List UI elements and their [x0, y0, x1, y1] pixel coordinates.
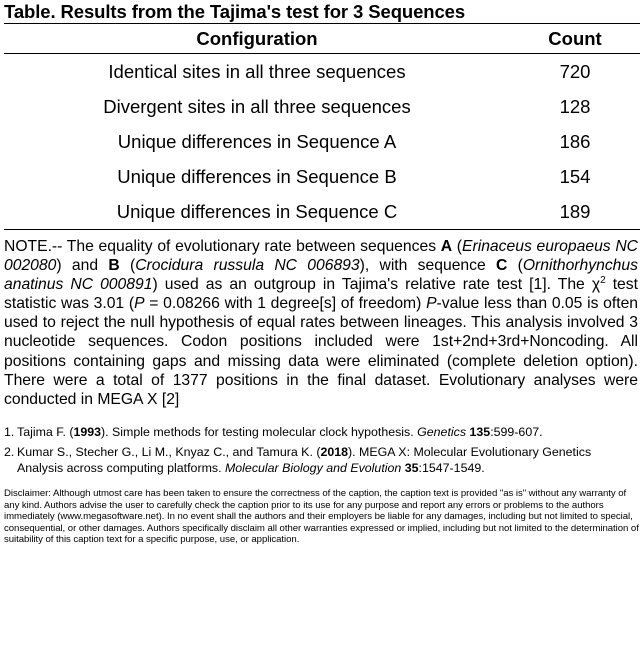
- reference-year: 1993: [73, 424, 102, 439]
- note-text: ) and: [56, 257, 109, 275]
- note-text: ), with sequence: [359, 257, 496, 275]
- sequence-a-label: A: [440, 238, 453, 255]
- sequence-c-name: Ornithorhynchus anatinus NC 000891: [4, 257, 638, 294]
- header-configuration: Configuration: [4, 24, 510, 54]
- sequence-b-label: B: [108, 257, 120, 275]
- note-text: ) used as an outgroup in Tajima's relative rate test [1]. The: [152, 276, 592, 294]
- chi-symbol: χ: [591, 276, 601, 294]
- row-count: 186: [559, 130, 591, 152]
- row-configuration: Unique differences in Sequence A: [117, 130, 397, 152]
- row-count: 128: [559, 95, 591, 117]
- reference-journal: Molecular Biology and Evolution: [224, 460, 402, 475]
- note-text: = 0.08266 with 1 degree[s] of freedom): [144, 295, 427, 313]
- sequence-b-name: Crocidura russula NC 006893: [135, 257, 360, 275]
- reference-number: 2.: [4, 445, 15, 460]
- reference-pages: :1547-1549.: [418, 460, 485, 475]
- row-configuration: Divergent sites in all three sequences: [103, 95, 411, 117]
- reference-pages: :599-607.: [490, 424, 543, 439]
- row-configuration: Unique differences in Sequence C: [116, 200, 398, 222]
- note-text: test statistic was 3.01 (: [4, 276, 638, 313]
- row-count: 189: [559, 200, 591, 222]
- table-row: [4, 124, 640, 159]
- table-header-row: [4, 24, 640, 54]
- note-prefix: NOTE.-- The equality of evolutionary rate between sequences: [4, 238, 441, 255]
- note-text: (: [119, 257, 136, 275]
- note-text: -value less than 0.05 is often used to reject the null hypothesis of equal rates between lineages. This analysis involved 3 nucleotide sequences. Codon positions included were 1st+2nd+3rd+Noncoding. All positions containing gaps and missing data were eliminated (complete deletion option). There were a total of 1377 positions in the final dataset. Evolutionary analyses were conducted in MEGA X [2]: [4, 295, 639, 408]
- reference-list: [4, 425, 636, 477]
- reference-year: 2018: [320, 445, 349, 460]
- sequence-c-label: C: [496, 257, 508, 275]
- reference-title: ). Simple methods for testing molecular clock hypothesis.: [101, 424, 418, 439]
- p-value-symbol: P: [426, 295, 437, 313]
- reference-authors: Kumar S., Stecher G., Li M., Knyaz C., and Tamura K. (: [17, 445, 321, 460]
- table-row: [4, 159, 640, 194]
- table-title: Table. Results from the Tajima's test for 3 Sequences: [4, 1, 466, 22]
- reference-title: ). MEGA X: Molecular Evolutionary Genetics Analysis across computing platforms.: [17, 445, 592, 475]
- table-row: [4, 194, 640, 230]
- table-row: [4, 89, 640, 124]
- row-count: 720: [559, 60, 591, 82]
- sequence-a-name: Erinaceus europaeus NC 002080: [4, 238, 638, 275]
- reference-number: 1.: [4, 424, 15, 439]
- row-count: 154: [559, 165, 591, 187]
- reference-item: [4, 425, 636, 441]
- p-symbol: P: [134, 295, 145, 313]
- reference-volume: 35: [404, 460, 419, 475]
- note-text: (: [452, 238, 463, 255]
- header-count: Count: [510, 24, 640, 54]
- row-configuration: Unique differences in Sequence B: [117, 165, 397, 187]
- results-table: [4, 23, 640, 230]
- reference-authors: Tajima F. (: [17, 424, 74, 439]
- reference-journal: Genetics: [417, 424, 467, 439]
- reference-volume: 135: [469, 424, 491, 439]
- row-configuration: Identical sites in all three sequences: [108, 60, 406, 82]
- table-note: [4, 237, 638, 409]
- disclaimer: Disclaimer: Although utmost care has been taken to ensure the correctness of the caption, the caption text is provided "as is" without any warranty of any kind. Authors advise the user to carefully check the caption prior to its use for any purpose and report any errors or problems to the authors immediately (www.megasoftware.net). In no event shall the authors and their employers be liable for any damages, including but not limited to special, consequential, or other damages. Authors specifically disclaim all other warranties expressed or implied, including but not limited to the determination of suitability of this caption text for a specific purpose, use, or application.: [4, 488, 639, 546]
- caption-document: [4, 0, 638, 546]
- table-row: [4, 54, 640, 90]
- reference-item: [4, 445, 636, 476]
- chi-exponent: 2: [600, 275, 606, 287]
- note-text: (: [507, 257, 523, 275]
